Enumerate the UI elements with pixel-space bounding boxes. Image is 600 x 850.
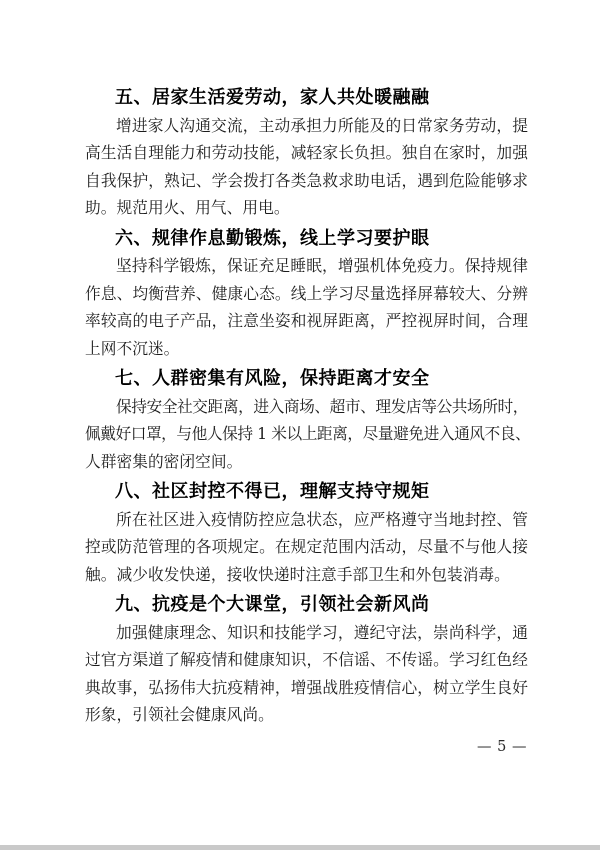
paragraph-line: 自我保护，熟记、学会拨打各类急救求助电话，遇到危险能够求 — [85, 170, 528, 190]
paragraph-line: 保持安全社交距离，进入商场、超市、理发店等公共场所时， — [116, 396, 528, 416]
paragraph-line: 加强健康理念、知识和技能学习，遵纪守法，崇尚科学，通 — [116, 622, 528, 642]
paragraph-line: 增进家人沟通交流，主动承担力所能及的日常家务劳动，提 — [116, 115, 528, 135]
paragraph-line: 控或防范管理的各项规定。在规定范围内活动，尽量不与他人接 — [85, 537, 528, 556]
paragraph-line: 助。规范用火、用气、用电。 — [85, 198, 290, 217]
paragraph-line: 人群密集的密闭空间。 — [85, 451, 243, 471]
paragraph-line: 佩戴好口罩，与他人保持 1 米以上距离，尽量避免进入通风不良、 — [85, 424, 531, 443]
page-number: — 5 — — [477, 738, 527, 755]
section-heading: 六、规律作息勤锻炼，线上学习要护眼 — [115, 227, 430, 249]
scan-edge-artifact — [0, 845, 600, 850]
section-heading: 七、人群密集有风险，保持距离才安全 — [115, 368, 430, 389]
paragraph-line: 高生活自理能力和劳动技能，减轻家长负担。独自在家时，加强 — [85, 143, 528, 162]
section-heading: 九、抗疫是个大课堂，引领社会新风尚 — [115, 594, 430, 615]
paragraph-line: 上网不沉迷。 — [85, 338, 180, 358]
content-area — [85, 84, 531, 757]
paragraph-line: 形象，引领社会健康风尚。 — [85, 705, 274, 724]
paragraph-line: 典故事，弘扬伟大抗疫精神，增强战胜疫情信心，树立学生良好 — [85, 677, 528, 697]
section-heading: 五、居家生活爱劳动，家人共处暖融融 — [115, 87, 430, 108]
paragraph-line: 作息、均衡营养、健康心态。线上学习尽量选择屏幕较大、分辨 — [85, 283, 528, 303]
paragraph-line: 所在社区进入疫情防控应急状态，应严格遵守当地封控、管 — [116, 509, 528, 529]
section-heading: 八、社区封控不得已，理解支持守规矩 — [115, 481, 430, 502]
paragraph-line: 过官方渠道了解疫情和健康知识，不信谣、不传谣。学习红色经 — [85, 650, 528, 669]
paragraph-line: 坚持科学锻炼，保证充足睡眠，增强机体免疫力。保持规律 — [116, 256, 528, 275]
paragraph-line: 率较高的电子产品，注意坐姿和视屏距离，严控视屏时间，合理 — [85, 311, 528, 330]
paragraph-line: 触。减少收发快递，接收快递时注意手部卫生和外包装消毒。 — [85, 564, 510, 584]
